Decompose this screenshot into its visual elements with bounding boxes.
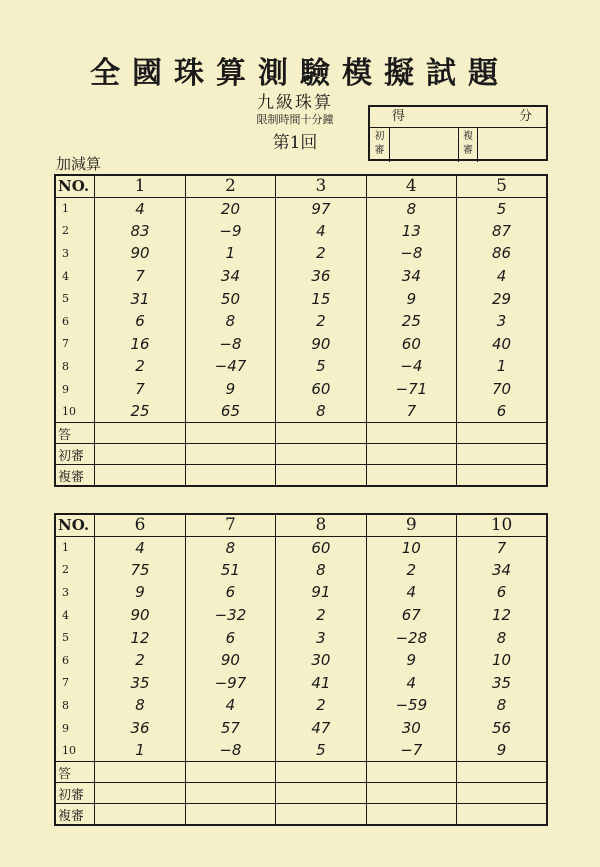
answer-row-input[interactable] [185,423,276,444]
row-number: 3 [55,581,95,604]
number-cell: 13 [366,220,457,243]
row-number: 10 [55,739,95,762]
first-review-row-input[interactable] [457,783,547,804]
number-cell: 5 [457,197,547,220]
number-cell: −47 [185,355,276,378]
number-row [55,694,547,717]
row-number: 7 [55,333,95,356]
number-cell: 9 [95,581,185,604]
time-limit-label: 限制時間十分鐘 [256,113,334,126]
number-cell: 47 [276,717,366,740]
number-row [55,220,547,243]
number-row [55,581,547,604]
number-cell: 65 [185,400,276,423]
number-cell: 25 [95,400,185,423]
second-review-row-input[interactable] [276,465,366,486]
number-cell: −71 [366,378,457,401]
number-row [55,265,547,288]
answer-row-input[interactable] [457,423,547,444]
second-review-field[interactable] [478,128,546,162]
row-number: 8 [55,694,95,717]
number-cell: 9 [366,649,457,672]
number-row [55,672,547,695]
number-cell: −4 [366,355,457,378]
number-cell: 91 [276,581,366,604]
column-header: 1 [95,175,185,197]
number-cell: 34 [366,265,457,288]
answer-row-input[interactable] [366,423,457,444]
header-row [55,175,547,197]
no-header: NO. [55,514,95,536]
row-number: 4 [55,265,95,288]
number-cell: −9 [185,220,276,243]
first-review-row-label: 初審 [55,783,95,804]
answer-row [55,423,547,444]
number-cell: 2 [276,242,366,265]
first-review-row-input[interactable] [457,444,547,465]
number-cell: 4 [276,220,366,243]
number-cell: 4 [366,581,457,604]
number-cell: 97 [276,197,366,220]
first-review-row-input[interactable] [95,444,185,465]
answer-row-input[interactable] [457,762,547,783]
column-header: 2 [185,175,276,197]
number-cell: 83 [95,220,185,243]
score-header [370,107,546,128]
row-number: 2 [55,559,95,582]
number-row [55,604,547,627]
second-review-row-input[interactable] [366,804,457,825]
answer-row-input[interactable] [185,762,276,783]
number-cell: 8 [457,694,547,717]
column-header: 8 [276,514,366,536]
number-cell: 4 [366,672,457,695]
number-cell: 6 [457,581,547,604]
first-review-row-input[interactable] [366,444,457,465]
number-cell: 7 [457,536,547,559]
number-row [55,536,547,559]
number-cell: 6 [95,310,185,333]
second-review-row-input[interactable] [185,465,276,486]
first-review-row [55,444,547,465]
number-cell: 35 [95,672,185,695]
second-review-row-input[interactable] [185,804,276,825]
number-row [55,400,547,423]
answer-row-label: 答 [55,423,95,444]
number-cell: 9 [457,739,547,762]
column-header: 4 [366,175,457,197]
number-cell: −28 [366,626,457,649]
number-cell: 9 [185,378,276,401]
score-label-right: 分 [518,109,532,124]
number-cell: 8 [457,626,547,649]
number-cell: 60 [276,536,366,559]
number-cell: 4 [95,536,185,559]
no-header: NO. [55,175,95,197]
first-review-row-input[interactable] [366,783,457,804]
first-review-row [55,783,547,804]
number-cell: 7 [95,265,185,288]
number-cell: 25 [366,310,457,333]
first-review-row-label: 初審 [55,444,95,465]
number-row [55,242,547,265]
row-number: 8 [55,355,95,378]
number-cell: 36 [276,265,366,288]
row-number: 6 [55,649,95,672]
round-label: 第1回 [272,133,318,153]
number-cell: 30 [366,717,457,740]
number-cell: 5 [276,355,366,378]
row-number: 4 [55,604,95,627]
number-cell: 29 [457,287,547,310]
number-cell: 8 [185,310,276,333]
number-cell: 67 [366,604,457,627]
row-number: 10 [55,400,95,423]
number-cell: 4 [457,265,547,288]
answer-row-input[interactable] [366,762,457,783]
second-review-row-input[interactable] [457,465,547,486]
number-cell: 70 [457,378,547,401]
second-review-row-input[interactable] [276,804,366,825]
number-cell: 50 [185,287,276,310]
second-review-row-input[interactable] [366,465,457,486]
number-cell: 2 [366,559,457,582]
number-row [55,559,547,582]
number-row [55,333,547,356]
number-cell: 34 [457,559,547,582]
number-cell: 6 [185,626,276,649]
second-review-row-input[interactable] [95,804,185,825]
number-cell: 2 [95,355,185,378]
number-cell: −32 [185,604,276,627]
column-header: 6 [95,514,185,536]
number-cell: 90 [276,333,366,356]
first-review-label: 初審 [370,128,390,162]
number-cell: 8 [276,400,366,423]
answer-row [55,762,547,783]
number-cell: 1 [185,242,276,265]
page-title: 全國珠算測驗模擬試題 [90,56,510,91]
number-cell: 20 [185,197,276,220]
number-cell: 40 [457,333,547,356]
second-review-row-label: 複審 [55,804,95,825]
row-number: 2 [55,220,95,243]
problem-table-2 [54,513,548,826]
column-header: 7 [185,514,276,536]
answer-row-label: 答 [55,762,95,783]
number-cell: 56 [457,717,547,740]
number-cell: 86 [457,242,547,265]
row-number: 7 [55,672,95,695]
second-review-label: 複審 [459,128,479,162]
first-review-field[interactable] [390,128,459,162]
number-cell: 87 [457,220,547,243]
section-label: 加減算 [56,155,102,173]
first-review-row-input[interactable] [185,444,276,465]
number-cell: 12 [457,604,547,627]
number-cell: 4 [95,197,185,220]
number-row [55,287,547,310]
first-review-row-input[interactable] [276,444,366,465]
number-cell: 3 [276,626,366,649]
second-review-row [55,465,547,486]
number-cell: 9 [366,287,457,310]
number-cell: 7 [366,400,457,423]
second-review-row [55,804,547,825]
number-cell: 1 [457,355,547,378]
column-header: 10 [457,514,547,536]
number-cell: 10 [457,649,547,672]
number-cell: 51 [185,559,276,582]
number-cell: 12 [95,626,185,649]
number-cell: −8 [185,739,276,762]
number-cell: 8 [185,536,276,559]
number-cell: 90 [185,649,276,672]
row-number: 9 [55,717,95,740]
number-row [55,739,547,762]
number-cell: 4 [185,694,276,717]
answer-row-input[interactable] [95,423,185,444]
number-cell: 41 [276,672,366,695]
row-number: 3 [55,242,95,265]
number-row [55,717,547,740]
number-cell: 2 [95,649,185,672]
number-cell: 90 [95,604,185,627]
first-review-row-input[interactable] [95,783,185,804]
number-cell: 34 [185,265,276,288]
number-cell: 2 [276,310,366,333]
number-cell: 1 [95,739,185,762]
number-cell: 2 [276,604,366,627]
row-number: 5 [55,626,95,649]
number-cell: 15 [276,287,366,310]
number-cell: 2 [276,694,366,717]
second-review-row-input[interactable] [457,804,547,825]
first-review-row-input[interactable] [276,783,366,804]
number-cell: −7 [366,739,457,762]
second-review-row-input[interactable] [95,465,185,486]
number-cell: 3 [457,310,547,333]
number-cell: 30 [276,649,366,672]
first-review-row-input[interactable] [185,783,276,804]
answer-row-input[interactable] [95,762,185,783]
number-cell: 75 [95,559,185,582]
number-row [55,649,547,672]
column-header: 5 [457,175,547,197]
number-row [55,197,547,220]
number-cell: −8 [185,333,276,356]
row-number: 5 [55,287,95,310]
answer-row-input[interactable] [276,762,366,783]
problem-table-1 [54,174,548,487]
score-label-left: 得 [392,109,406,124]
number-row [55,378,547,401]
header-row [55,514,547,536]
number-cell: 35 [457,672,547,695]
number-row [55,355,547,378]
number-cell: 31 [95,287,185,310]
row-number: 1 [55,197,95,220]
number-cell: 57 [185,717,276,740]
number-cell: 8 [366,197,457,220]
number-cell: −59 [366,694,457,717]
level-label: 九級珠算 [257,93,333,113]
number-cell: 5 [276,739,366,762]
score-box [368,105,548,161]
number-cell: 7 [95,378,185,401]
answer-row-input[interactable] [276,423,366,444]
number-cell: −8 [366,242,457,265]
number-cell: 6 [185,581,276,604]
number-cell: 16 [95,333,185,356]
second-review-row-label: 複審 [55,465,95,486]
number-cell: 90 [95,242,185,265]
number-cell: 60 [366,333,457,356]
number-cell: 6 [457,400,547,423]
number-cell: 60 [276,378,366,401]
number-cell: 36 [95,717,185,740]
row-number: 6 [55,310,95,333]
number-row [55,626,547,649]
number-cell: 10 [366,536,457,559]
number-cell: 8 [95,694,185,717]
column-header: 9 [366,514,457,536]
column-header: 3 [276,175,366,197]
number-row [55,310,547,333]
number-cell: −97 [185,672,276,695]
number-cell: 8 [276,559,366,582]
row-number: 1 [55,536,95,559]
row-number: 9 [55,378,95,401]
